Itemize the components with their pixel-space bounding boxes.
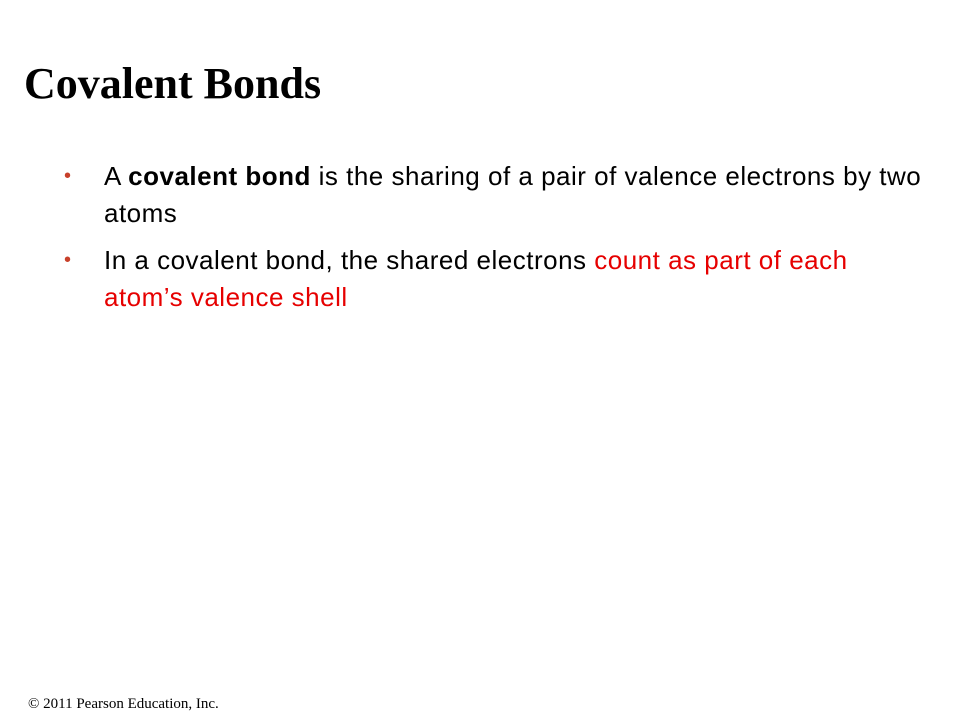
slide-title: Covalent Bonds bbox=[24, 59, 322, 108]
bullet-list bbox=[64, 158, 924, 326]
bullet-text-part: In a covalent bond, the shared electrons bbox=[104, 245, 595, 275]
bullet-item-covalent-bond-definition bbox=[64, 158, 924, 232]
bullet-item-shared-electrons bbox=[64, 242, 924, 316]
bold-term-covalent-bond: covalent bond bbox=[128, 161, 311, 191]
bullet-text-part: is the sharing of a pair of valence electrons by two atoms bbox=[104, 161, 922, 228]
highlighted-text-valence-shell: count as part of each atom’s valence shell bbox=[104, 245, 848, 312]
bullet-text-part: A bbox=[104, 161, 129, 191]
bullet-dot-icon: • bbox=[64, 165, 72, 187]
copyright-footer: © 2011 Pearson Education, Inc. bbox=[28, 696, 219, 712]
bullet-dot-icon: • bbox=[64, 249, 72, 271]
